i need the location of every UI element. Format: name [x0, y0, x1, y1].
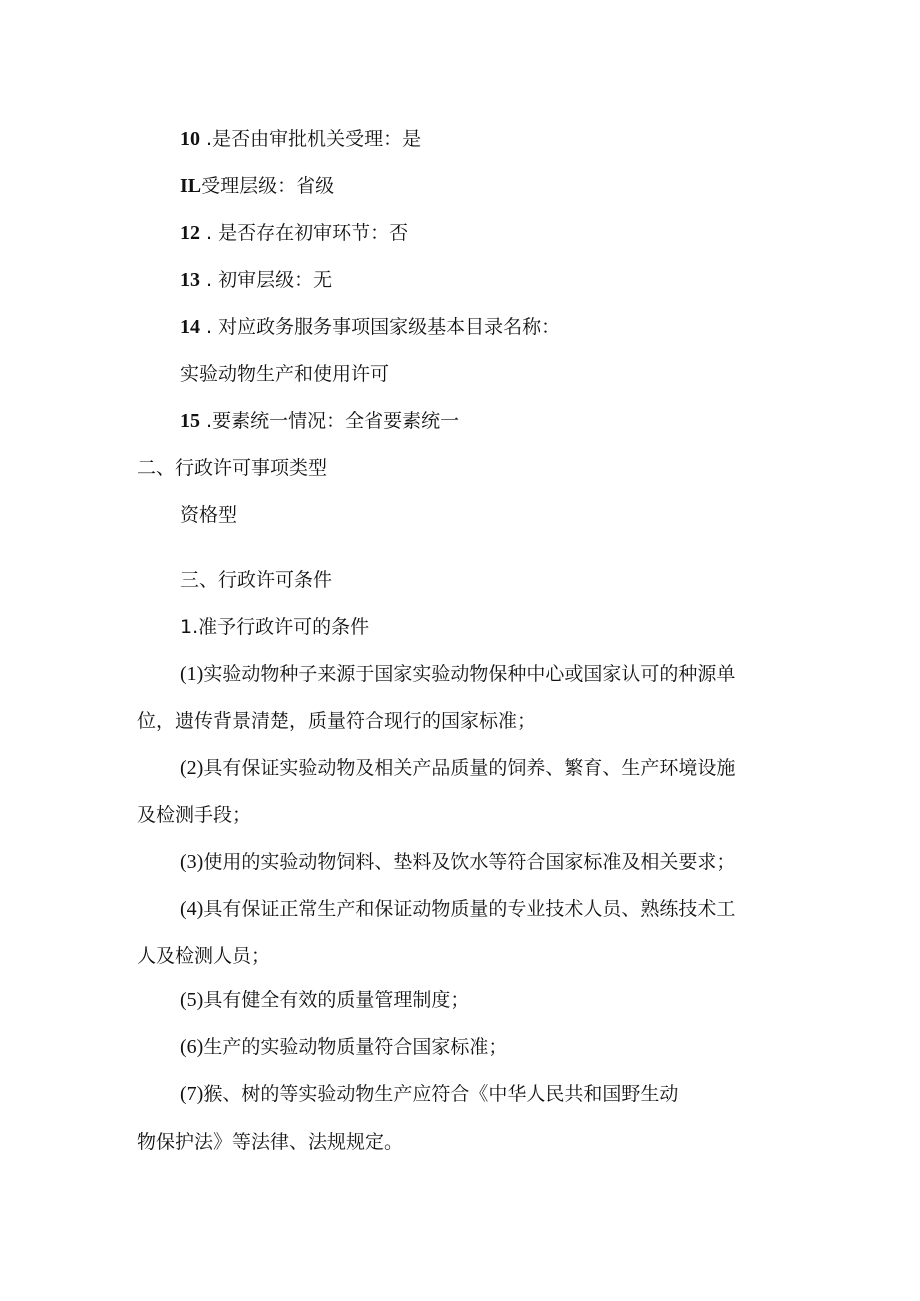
condition-1-line2: 位，遗传背景清楚，质量符合现行的国家标准； [137, 710, 537, 732]
item-13 [180, 266, 332, 294]
item-text: . 是否存在初审环节：否 [200, 222, 409, 244]
condition-1-line1 [180, 660, 735, 688]
condition-number: (1) [180, 663, 204, 685]
item-14 [180, 313, 560, 341]
condition-4-line2: 人及检测人员； [137, 945, 271, 967]
condition-number: (4) [180, 898, 204, 920]
condition-3-line1 [180, 848, 735, 876]
item-text: 受理层级：省级 [201, 175, 335, 197]
condition-text: 具有保证正常生产和保证动物质量的专业技术人员、熟练技术工 [203, 898, 736, 920]
item-number: 14 [180, 316, 200, 338]
section2-value: 资格型 [180, 504, 238, 526]
item-10 [180, 125, 421, 153]
condition-7-line2: 物保护法》等法律、法规规定。 [137, 1131, 404, 1153]
condition-4-line1 [180, 895, 735, 923]
item-14-value: 实验动物生产和使用许可 [180, 363, 390, 385]
item-number: 10 [180, 128, 200, 150]
item-15 [180, 407, 459, 435]
section2-heading: 二、行政许可事项类型 [137, 457, 328, 479]
item-number: 15 [180, 410, 200, 432]
section3-subheading: 1.准予行政许可的条件 [180, 616, 370, 638]
item-text: . 初审层级：无 [200, 269, 333, 291]
condition-text: 具有保证实验动物及相关产品质量的饲养、繁育、生产环境设施 [203, 757, 736, 779]
condition-text: 使用的实验动物饲料、垫料及饮水等符合国家标准及相关要求； [203, 851, 736, 873]
section3-heading: 三、行政许可条件 [180, 569, 333, 591]
condition-number: (5) [180, 989, 204, 1011]
condition-number: (3) [180, 851, 204, 873]
condition-2-line1 [180, 754, 735, 782]
condition-number: (7) [180, 1083, 204, 1105]
condition-7-line1 [180, 1080, 678, 1108]
condition-text: 生产的实验动物质量符合国家标准； [203, 1036, 508, 1058]
condition-number: (2) [180, 757, 204, 779]
condition-text: 实验动物种子来源于国家实验动物保种中心或国家认可的种源单 [203, 663, 736, 685]
condition-text: 猴、树的等实验动物生产应符合《中华人民共和国野生动 [203, 1083, 679, 1105]
condition-6-line1 [180, 1033, 507, 1061]
condition-2-line2: 及检测手段； [137, 804, 252, 826]
item-number: 12 [180, 222, 200, 244]
condition-number: (6) [180, 1036, 204, 1058]
item-12 [180, 219, 408, 247]
item-number: IL [180, 175, 202, 197]
item-number: 13 [180, 269, 200, 291]
condition-5-line1 [180, 986, 469, 1014]
item-text: .是否由审批机关受理：是 [200, 128, 422, 150]
condition-text: 具有健全有效的质量管理制度； [203, 989, 470, 1011]
item-text: . 对应政务服务事项国家级基本目录名称： [200, 316, 561, 338]
item-11 [180, 172, 334, 200]
item-text: .要素统一情况：全省要素统一 [200, 410, 460, 432]
